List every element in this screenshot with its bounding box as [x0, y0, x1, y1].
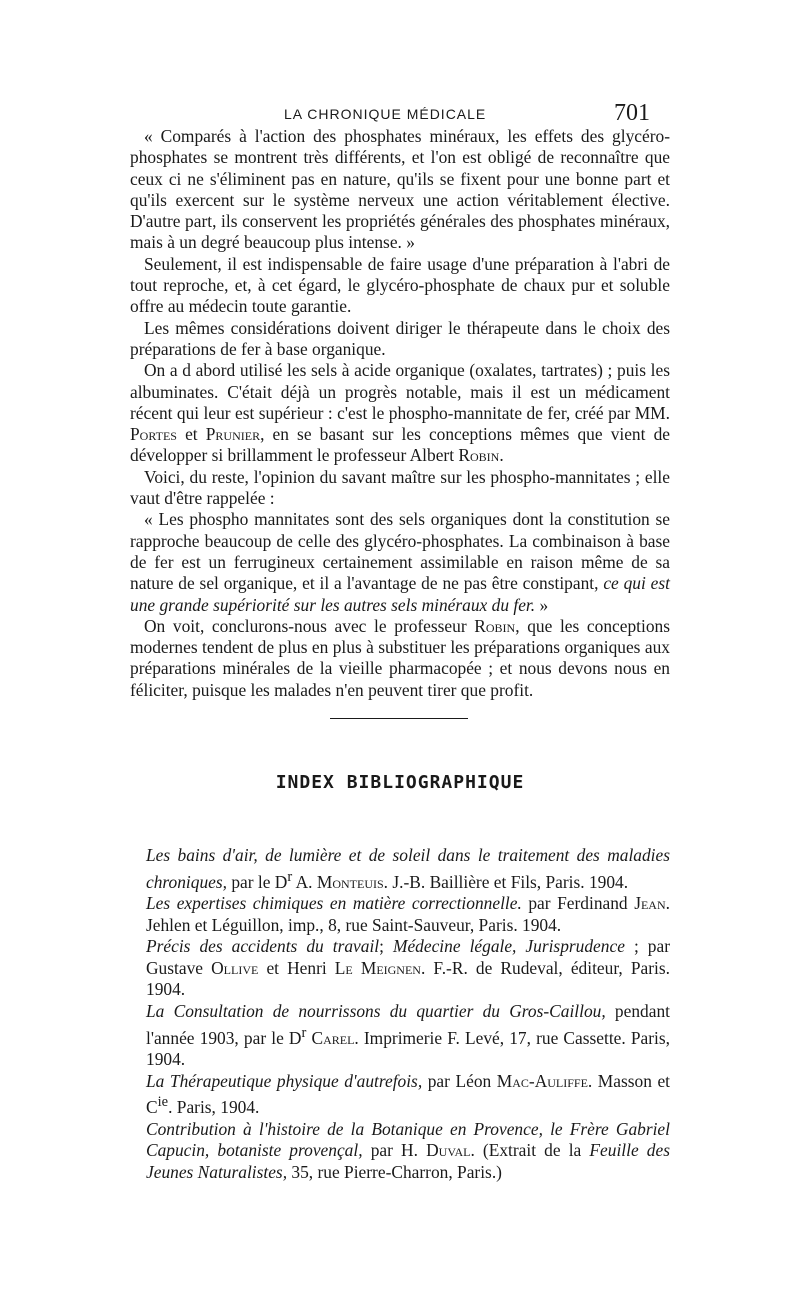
text-run: . Masson et C: [146, 1070, 670, 1117]
author-name: Mac-Auliffe: [496, 1070, 588, 1091]
text-run: »: [539, 594, 549, 615]
author-name: Le Meignen: [334, 957, 421, 978]
author-name: Portes: [130, 424, 177, 445]
text-run: par le D: [231, 871, 288, 892]
bibliography-entry: [146, 845, 670, 893]
text-run: On a d abord utilisé les sels à acide organique (oxalates, tartrates) ; puis les albuminates. C'était déjà un progrès notable, mais il est un médicament récent qui leur est supérieur : c'est le phospho-mannitate de fer, créé par MM.: [130, 360, 670, 423]
bibliography-list: [146, 845, 670, 1183]
author-name: Ollive: [211, 957, 259, 978]
paragraph-conclusion: [130, 616, 670, 701]
running-title: LA CHRONIQUE MÉDICALE: [284, 106, 487, 122]
text-run: par Léon: [427, 1070, 492, 1091]
journal-title: Feuille des Jeunes Naturalistes,: [146, 1140, 670, 1182]
entry-title: La Thérapeutique physique d'autrefois,: [146, 1070, 423, 1091]
bibliography-entry: [146, 1119, 670, 1184]
text-run: On voit, conclurons-nous avec le professeur: [144, 615, 467, 636]
text-run: A.: [295, 871, 313, 892]
text-run: 35, rue Pierre-Charron, Paris.): [291, 1161, 502, 1182]
text-run: . Paris, 1904.: [168, 1096, 260, 1117]
page-number: 701: [614, 100, 650, 126]
text-run: et: [185, 424, 198, 445]
article-body: [130, 126, 670, 701]
entry-title: La Consultation de nourrissons du quartier du Gros-Caillou,: [146, 1000, 606, 1021]
paragraph-considerations: Les mêmes considérations doivent diriger le thérapeute dans le choix des préparations de fer à base organique.: [130, 317, 670, 359]
text-run: « Les phospho mannitates sont des sels organiques dont la constitution se rapproche beaucoup de celle des glycéro-phosphates. La combinaison à base de fer est un ferrugineux certainement assimilable en raison même de sa nature de sel organique, et il a l'avantage de ne pas être constipant,: [130, 509, 670, 594]
text-run: . (Extrait de la: [470, 1140, 582, 1161]
bibliography-entry: [146, 936, 670, 1001]
paragraph-phospho-mannitate: [130, 360, 670, 466]
author-name: Robin: [458, 445, 500, 466]
entry-title: Les bains d'air, de lumière et de soleil dans le traitement des maladies chroniques,: [146, 845, 670, 892]
text-run: et Henri: [266, 957, 327, 978]
bibliography-entry: [146, 1001, 670, 1071]
entry-title: Médecine légale, Jurisprudence: [392, 936, 625, 957]
author-name: Prunier: [205, 424, 261, 445]
author-name: Robin: [474, 615, 516, 636]
entry-title: Contribution à l'histoire de la Botanique en Provence, le Frère Gabriel Capucin, botaniste provençal,: [146, 1118, 670, 1161]
entry-title: Les expertises chimiques en matière correctionnelle.: [146, 892, 522, 913]
author-name: Carel: [311, 1027, 355, 1048]
superscript: ie: [157, 1094, 169, 1111]
paragraph-glycerophosphate: Seulement, il est indispensable de faire usage d'une préparation à l'abri de tout reproche, et, à cet égard, le glycéro-phosphate de chaux pur et soluble offre au médecin toute garantie.: [130, 253, 670, 317]
superscript: r: [301, 1024, 307, 1041]
superscript: r: [287, 868, 293, 885]
text-run: ; par Gustave: [146, 936, 670, 978]
bibliography-entry: [146, 893, 670, 936]
paragraph-opinion: Voici, du reste, l'opinion du savant maître sur les phospho-mannitates ; elle vaut d'être rappelée :: [130, 466, 670, 509]
text-run: , en se basant sur les conceptions mêmes que vient de développer si brillamment le professeur Albert: [130, 424, 670, 466]
entry-title: Précis des accidents du travail: [146, 936, 380, 957]
author-name: Duval: [426, 1140, 471, 1161]
section-title: INDEX BIBLIOGRAPHIQUE: [275, 772, 525, 793]
text-run: par Ferdinand: [528, 892, 628, 913]
quote-paragraph: « Comparés à l'action des phosphates minéraux, les effets des glycéro-phosphates se montrent très différents, et l'on est obligé de reconnaître que ceux ci ne s'éliminent pas en nature, qu'ils se fixent pour une bonne part et qu'ils exercent sur le système nerveux une action véritablement élective. D'autre part, ils conservent les propriétés générales des phosphates minéraux, mais à un degré beaucoup plus intense. »: [130, 126, 670, 253]
text-run: . Imprimerie F. Levé, 17, rue Cassette. Paris, 1904.: [146, 1027, 670, 1069]
quote-paragraph-mannitates: [130, 509, 670, 615]
text-run: ;: [379, 936, 384, 957]
text-run: . F.-R. de Rudeval, éditeur, Paris. 1904.: [146, 957, 670, 1000]
author-name: Jean: [634, 892, 666, 913]
text-run: .: [499, 445, 504, 466]
text-run: . J.-B. Baillière et Fils, Paris. 1904.: [383, 871, 629, 892]
author-name: Monteuis: [316, 871, 384, 892]
text-run: par H.: [370, 1140, 418, 1161]
section-divider: [330, 718, 468, 719]
text-run: , que les conceptions modernes tendent de plus en plus à substituer les préparations organiques aux préparations minérales de la vieille pharmacopée ; et nous devons nous en féliciter, puisque les malades n'en peuvent tirer que profit.: [130, 615, 670, 700]
italic-text: ce qui est une grande supériorité sur les autres sels minéraux du fer.: [130, 573, 670, 615]
text-run: . Jehlen et Léguillon, imp., 8, rue Saint-Sauveur, Paris. 1904.: [146, 892, 670, 935]
text-run: pendant l'année 1903, par le D: [146, 1000, 670, 1048]
bibliography-entry: [146, 1071, 670, 1119]
